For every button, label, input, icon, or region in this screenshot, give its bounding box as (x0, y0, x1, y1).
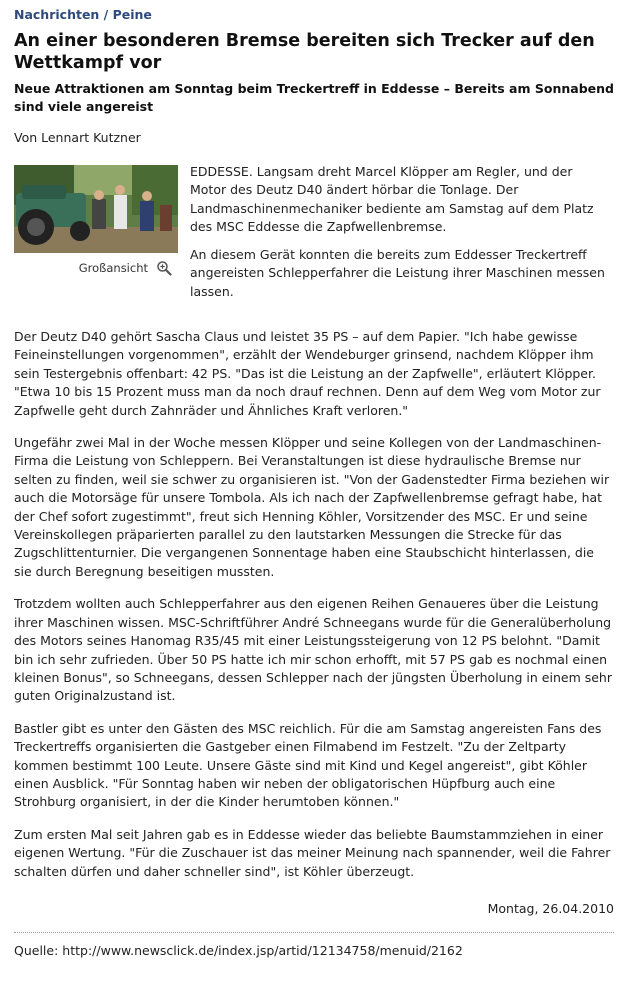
article-subheadline: Neue Attraktionen am Sonntag beim Treckertreff in Eddesse – Bereits am Sonnabend sind viele angereist (14, 81, 614, 114)
article-image-box (14, 165, 178, 276)
lead-section (14, 165, 614, 325)
article (14, 0, 614, 958)
lead-text (190, 163, 610, 311)
enlarge-label[interactable]: Großansicht (78, 261, 148, 275)
source-link[interactable]: http://www.newsclick.de/index.jsp/artid/12134758/menuid/2162 (62, 942, 463, 958)
publish-date: Montag, 26.04.2010 (487, 900, 614, 916)
source-line (14, 943, 614, 958)
body-paragraph: Trotzdem wollten auch Schlepperfahrer aus den eigenen Reihen Genaueres über die Leistung ihrer Maschinen wissen. MSC-Schriftführer André Schneegans wurde für die Generalüberholung des Motors seines Hanomag R35/45 mit einer Leistungssteigerung von 12 PS belohnt. "Damit bin ich sehr zufrieden. Über 50 PS hatte ich mir schon erhofft, mit 57 PS gab es nochmal einen kleinen Bonus", so Schneegans, dessen Schlepper nach der jüngsten Überholung in einem sehr guten Originalzustand ist. (14, 596, 612, 704)
magnifier-plus-icon[interactable] (156, 260, 172, 276)
author-line: Von Lennart Kutzner (14, 130, 141, 145)
article-headline: An einer besonderen Bremse bereiten sich Trecker auf den Wettkampf vor (14, 31, 595, 73)
article-photo[interactable] (14, 165, 178, 253)
article-body (14, 328, 614, 881)
lead-paragraph: An diesem Gerät konnten die bereits zum Eddesser Treckertreff angereisten Schlepperfahrer die Leistung ihrer Maschinen messen lassen. (190, 247, 605, 299)
body-paragraph: Zum ersten Mal seit Jahren gab es in Eddesse wieder das beliebte Baumstammziehen in einer eigenen Wertung. "Für die Zuschauer ist das meiner Meinung nach spannender, weil die Fahrer schalten dürfen und daher schneller sind", ist Köhler überzeugt. (14, 826, 611, 879)
body-paragraph: Ungefähr zwei Mal in der Woche messen Klöpper und seine Kollegen von der Landmaschinen-Firma die Leistung von Schleppern. Bei Veranstaltungen ist diese hydraulische Bremse nur selten zu finden, weil sie schwer zu organisieren ist. "Von der Gadenstedter Firma beziehen wir auch die Motorsäge für unsere Tombola. Als ich nach der Zapfwellenbremse gefragt habe, hat der Chef sofort zugestimmt", freut sich Henning Köhler, Vorsitzender des MSC. Er und seine Vereinskollegen präparierten parallel zu den lautstarken Messungen die Strecke für das Zugschlittenturnier. Die vergangenen Sonnentage haben eine Staubschicht hinterlassen, die sie durch Beregnung beseitigen mussten. (14, 435, 610, 579)
divider (14, 932, 614, 933)
body-paragraph: Bastler gibt es unter den Gästen des MSC reichlich. Für die am Samstag angereisten Fans des Treckertreffs organisierten die Gastgeber einen Filmabend im Festzelt. "Zu der Zeltparty kommen bestimmt 100 Leute. Unsere Gäste sind mit Kind und Kegel angereist", gibt Köhler einen Ausblick. "Für Sonntag haben wir neben der obligatorischen Hüpfburg auch eine Strohburg organisiert, in der die Kinder herumtoben können." (14, 720, 602, 810)
breadcrumb[interactable]: Nachrichten / Peine (14, 7, 152, 22)
lead-paragraph: EDDESSE. Langsam dreht Marcel Klöpper am Regler, und der Motor des Deutz D40 ändert hörbar die Tonlage. Der Landmaschinenmechaniker bediente am Samstag auf dem Platz des MSC Eddesse die Zapfwellenbremse. (190, 164, 594, 234)
enlarge-link[interactable] (14, 260, 178, 276)
body-paragraph: Der Deutz D40 gehört Sascha Claus und leistet 35 PS – auf dem Papier. "Ich habe gewisse Feineinstellungen vorgenommen", erzählt der Wendeburger grinsend, nachdem Klöpper ihm sein Testergebnis offenbart: 42 PS. "Das ist die Leistung an der Zapfwelle", erläutert Klöpper. "Etwa 10 bis 15 Prozent muss man da noch drauf rechnen. Denn auf dem Weg vom Motor zur Zapfwelle geht durch Zahnräder und Ähnliches Kraft verloren." (14, 329, 601, 418)
source-label: Quelle: (14, 942, 59, 958)
